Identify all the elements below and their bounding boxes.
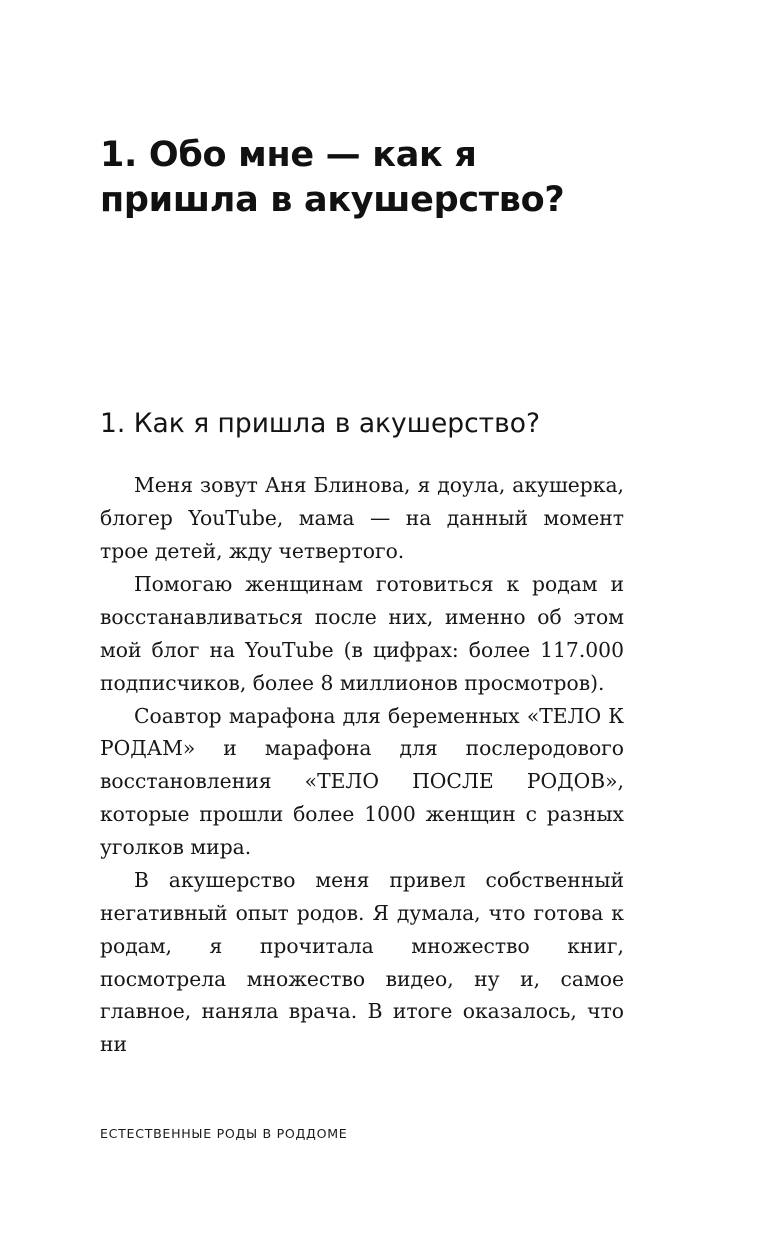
paragraph: Соавтор марафона для беременных «ТЕЛО К РОДАМ» и марафона для послеродового восстановления «ТЕЛО ПОСЛЕ РОДОВ», которые прошли более 1000 женщин с разных уголков мира. bbox=[100, 703, 624, 860]
paragraph: Помогаю женщинам готовиться к родам и восстанавливаться после них, именно об этом мой блог на YouTube (в цифрах: более 117.000 подписчиков, более 8 миллионов просмотров). bbox=[100, 572, 624, 695]
section-title: 1. Как я пришла в акушерство? bbox=[100, 407, 541, 439]
paragraph: Меня зовут Аня Блинова, я доула, акушерка, блогер YouTube, мама — на данный момент трое детей, жду четвертого. bbox=[100, 473, 624, 564]
body-text bbox=[100, 439, 624, 1061]
page-content bbox=[100, 0, 624, 1241]
chapter-title: 1. Обо мне — как я пришла в акушерство? bbox=[100, 135, 565, 220]
paragraph: В акушерство меня привел собственный негативный опыт родов. Я думала, что готова к родам, я прочитала множество книг, посмотрела множество видео, ну и, самое главное, наняла врача. В итоге оказалось, что ни bbox=[100, 867, 624, 1057]
page-footer: ЕСТЕСТВЕННЫЕ РОДЫ В РОДДОМЕ bbox=[100, 1126, 348, 1141]
